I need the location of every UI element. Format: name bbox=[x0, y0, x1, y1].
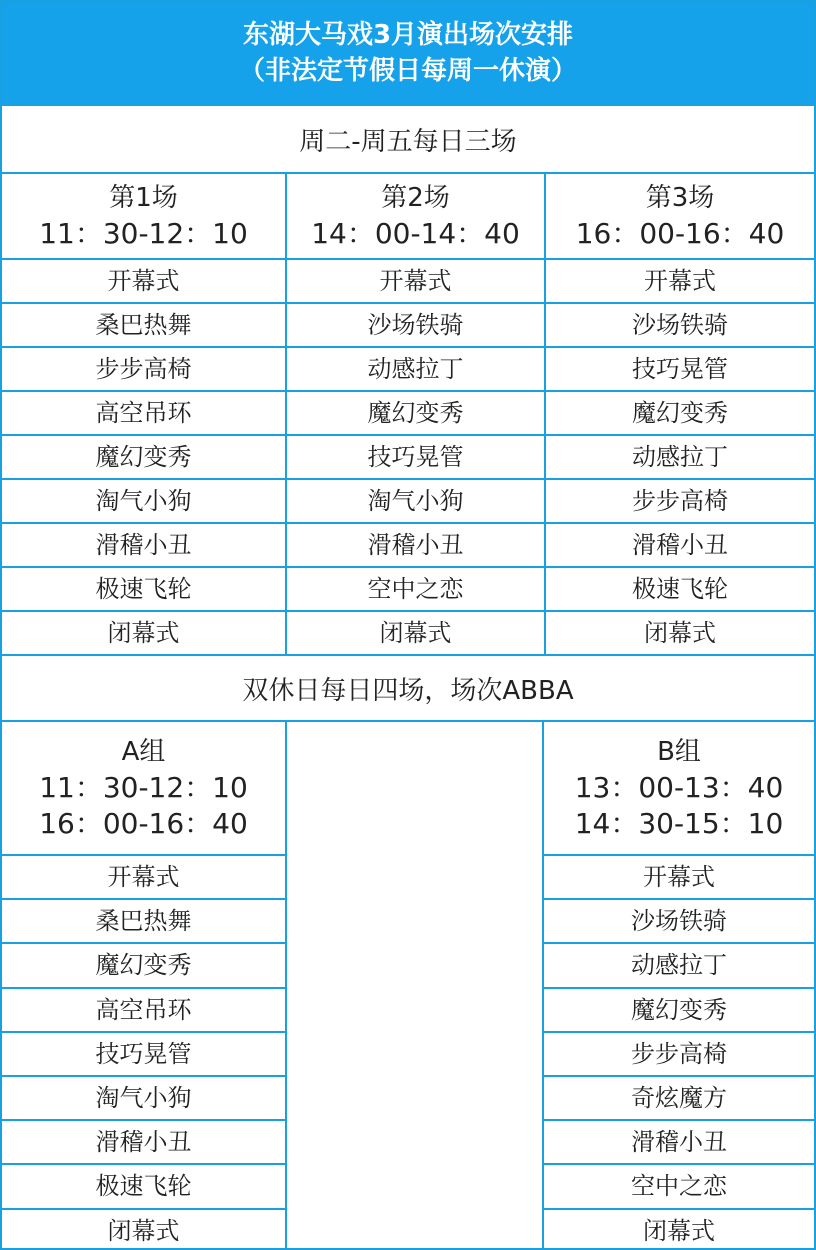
group-a-time-1: 11：30-12：10 bbox=[39, 771, 248, 804]
show-1-act: 魔幻变秀 bbox=[95, 443, 192, 471]
weekend-section-title bbox=[2, 654, 814, 720]
show-1-act: 步步高椅 bbox=[95, 355, 192, 383]
show-1-act: 滑稽小丑 bbox=[95, 531, 192, 559]
show-2-act: 魔幻变秀 bbox=[285, 392, 544, 434]
show-1-act: 桑巴热舞 bbox=[95, 311, 192, 339]
group-a-header bbox=[2, 722, 285, 854]
group-a-act: 技巧晃管 bbox=[2, 1031, 285, 1075]
show-1-time: 11：30-12：10 bbox=[39, 217, 248, 250]
table-row bbox=[2, 346, 814, 390]
table-row bbox=[2, 478, 814, 522]
show-2-name: 第2场 bbox=[381, 183, 450, 213]
show-3-act: 闭幕式 bbox=[544, 612, 814, 654]
weekend-group-header-row bbox=[2, 720, 814, 854]
show-3-act: 步步高椅 bbox=[544, 480, 814, 522]
group-a-act: 开幕式 bbox=[2, 854, 285, 898]
show-1-name: 第1场 bbox=[109, 183, 178, 213]
table-row bbox=[2, 610, 814, 654]
group-b-time-2: 14：30-15：10 bbox=[574, 807, 784, 840]
show-2-act: 技巧晃管 bbox=[285, 436, 544, 478]
group-a-act: 极速飞轮 bbox=[2, 1163, 285, 1207]
group-a-act: 闭幕式 bbox=[2, 1208, 285, 1250]
show-1-act: 高空吊环 bbox=[95, 399, 192, 427]
show-3-act: 魔幻变秀 bbox=[544, 392, 814, 434]
show-3-act: 开幕式 bbox=[544, 260, 814, 302]
group-a-time-2: 16：00-16：40 bbox=[39, 807, 248, 840]
show-3-act: 动感拉丁 bbox=[544, 436, 814, 478]
weekday-section-label: 周二-周五每日三场 bbox=[299, 126, 517, 157]
show-3-act: 滑稽小丑 bbox=[544, 524, 814, 566]
group-b-name: B组 bbox=[657, 737, 701, 767]
show-2-header bbox=[285, 174, 544, 258]
table-header bbox=[2, 2, 814, 104]
group-a-act: 淘气小狗 bbox=[2, 1075, 285, 1119]
group-b-act: 空中之恋 bbox=[544, 1163, 814, 1207]
group-b-time-1: 13：00-13：40 bbox=[574, 771, 784, 804]
group-a-name: A组 bbox=[121, 737, 166, 767]
group-b-act: 魔幻变秀 bbox=[544, 987, 814, 1031]
group-a-act: 魔幻变秀 bbox=[2, 942, 285, 986]
show-3-act: 沙场铁骑 bbox=[544, 304, 814, 346]
group-b-act: 动感拉丁 bbox=[544, 942, 814, 986]
show-1-act: 开幕式 bbox=[107, 267, 180, 295]
show-2-act: 开幕式 bbox=[285, 260, 544, 302]
weekend-section-label: 双休日每日四场，场次ABBA bbox=[242, 675, 574, 706]
group-b-act: 奇炫魔方 bbox=[544, 1075, 814, 1119]
title-line-1: 东湖大马戏3月演出场次安排 bbox=[242, 20, 574, 50]
show-2-act: 淘气小狗 bbox=[285, 480, 544, 522]
show-1-header bbox=[2, 174, 285, 258]
show-1-act: 极速飞轮 bbox=[95, 575, 192, 603]
group-a-act: 滑稽小丑 bbox=[2, 1119, 285, 1163]
group-b-act: 步步高椅 bbox=[544, 1031, 814, 1075]
group-a-act: 桑巴热舞 bbox=[2, 898, 285, 942]
table-row bbox=[2, 258, 814, 302]
show-2-act: 动感拉丁 bbox=[285, 348, 544, 390]
show-3-name: 第3场 bbox=[645, 183, 715, 213]
show-3-time: 16：00-16：40 bbox=[575, 217, 785, 250]
group-a-act: 高空吊环 bbox=[2, 987, 285, 1031]
group-b-act: 滑稽小丑 bbox=[544, 1119, 814, 1163]
table-row bbox=[2, 566, 814, 610]
show-2-act: 空中之恋 bbox=[285, 568, 544, 610]
show-2-time: 14：00-14：40 bbox=[311, 217, 520, 250]
show-3-act: 技巧晃管 bbox=[544, 348, 814, 390]
show-2-act: 滑稽小丑 bbox=[285, 524, 544, 566]
show-1-act: 闭幕式 bbox=[107, 619, 180, 647]
title-line-2: （非法定节假日每周一休演） bbox=[238, 56, 577, 86]
show-2-act: 沙场铁骑 bbox=[285, 304, 544, 346]
group-b-act: 开幕式 bbox=[544, 854, 814, 898]
group-b-act: 闭幕式 bbox=[544, 1208, 814, 1250]
table-row bbox=[2, 302, 814, 346]
show-3-act: 极速飞轮 bbox=[544, 568, 814, 610]
show-1-act: 淘气小狗 bbox=[95, 487, 192, 515]
show-2-act: 闭幕式 bbox=[285, 612, 544, 654]
table-row bbox=[2, 522, 814, 566]
group-b-header bbox=[544, 722, 814, 854]
weekday-show-header-row bbox=[2, 172, 814, 258]
weekday-section-title bbox=[2, 104, 814, 172]
show-3-header bbox=[544, 174, 814, 258]
table-row bbox=[2, 390, 814, 434]
group-b-act: 沙场铁骑 bbox=[544, 898, 814, 942]
table-row bbox=[2, 434, 814, 478]
weekend-middle-header bbox=[285, 722, 544, 854]
